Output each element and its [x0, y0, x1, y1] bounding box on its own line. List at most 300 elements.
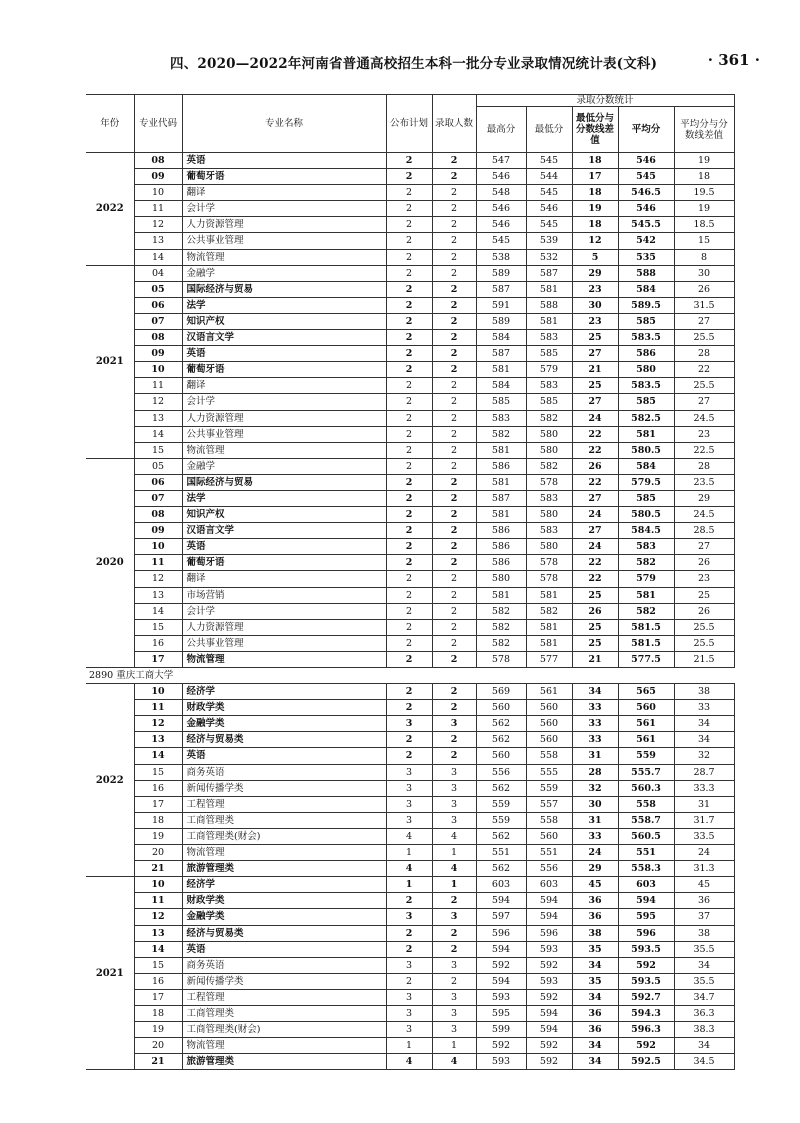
avg-diff-cell: 33.3: [674, 780, 734, 796]
code-cell: 20: [134, 1038, 182, 1054]
admitted-cell: 2: [432, 330, 476, 346]
plan-cell: 2: [386, 973, 432, 989]
admitted-cell: 2: [432, 748, 476, 764]
code-cell: 21: [134, 861, 182, 877]
min-diff-cell: 25: [572, 619, 618, 635]
admitted-cell: 2: [432, 587, 476, 603]
avg-score-cell: 584: [618, 281, 674, 297]
table-row: [86, 1005, 734, 1021]
header-min: 最低分: [526, 107, 572, 153]
max-score-cell: 562: [476, 861, 526, 877]
avg-score-cell: 585: [618, 313, 674, 329]
min-score-cell: 593: [526, 941, 572, 957]
min-diff-cell: 30: [572, 297, 618, 313]
avg-score-cell: 560.5: [618, 828, 674, 844]
min-score-cell: 583: [526, 378, 572, 394]
plan-cell: 4: [386, 861, 432, 877]
min-score-cell: 592: [526, 1038, 572, 1054]
admitted-cell: 2: [432, 635, 476, 651]
max-score-cell: 603: [476, 877, 526, 893]
max-score-cell: 581: [476, 442, 526, 458]
name-cell: 金融学类: [182, 909, 386, 925]
plan-cell: 2: [386, 587, 432, 603]
min-score-cell: 594: [526, 909, 572, 925]
code-cell: 05: [134, 281, 182, 297]
min-diff-cell: 27: [572, 394, 618, 410]
min-score-cell: 577: [526, 651, 572, 667]
plan-cell: 1: [386, 1038, 432, 1054]
avg-diff-cell: 23: [674, 426, 734, 442]
avg-diff-cell: 18: [674, 169, 734, 185]
avg-diff-cell: 34.5: [674, 1054, 734, 1070]
code-cell: 11: [134, 893, 182, 909]
name-cell: 英语: [182, 346, 386, 362]
min-score-cell: 555: [526, 764, 572, 780]
code-cell: 19: [134, 828, 182, 844]
max-score-cell: 594: [476, 973, 526, 989]
min-diff-cell: 36: [572, 1022, 618, 1038]
avg-score-cell: 546.5: [618, 185, 674, 201]
admitted-cell: 1: [432, 877, 476, 893]
avg-diff-cell: 15: [674, 233, 734, 249]
avg-diff-cell: 34: [674, 732, 734, 748]
table-row: [86, 169, 734, 185]
avg-score-cell: 595: [618, 909, 674, 925]
plan-cell: 2: [386, 925, 432, 941]
avg-diff-cell: 33: [674, 700, 734, 716]
plan-cell: 2: [386, 410, 432, 426]
avg-score-cell: 546: [618, 153, 674, 169]
max-score-cell: 582: [476, 426, 526, 442]
code-cell: 10: [134, 684, 182, 700]
code-cell: 06: [134, 474, 182, 490]
admitted-cell: 2: [432, 169, 476, 185]
admitted-cell: 1: [432, 1038, 476, 1054]
table-row: [86, 281, 734, 297]
max-score-cell: 559: [476, 796, 526, 812]
plan-cell: 3: [386, 796, 432, 812]
max-score-cell: 562: [476, 716, 526, 732]
year-cell: 2020: [86, 458, 134, 667]
min-score-cell: 545: [526, 185, 572, 201]
min-diff-cell: 33: [572, 716, 618, 732]
avg-score-cell: 551: [618, 845, 674, 861]
min-score-cell: 594: [526, 1022, 572, 1038]
code-cell: 14: [134, 748, 182, 764]
header-avg: 平均分: [618, 107, 674, 153]
avg-score-cell: 579.5: [618, 474, 674, 490]
min-score-cell: 582: [526, 458, 572, 474]
table-row: [86, 474, 734, 490]
table-row: [86, 603, 734, 619]
name-cell: 新闻传播学类: [182, 780, 386, 796]
min-diff-cell: 19: [572, 201, 618, 217]
name-cell: 翻译: [182, 378, 386, 394]
plan-cell: 3: [386, 1005, 432, 1021]
table-row: [86, 1054, 734, 1070]
plan-cell: 2: [386, 169, 432, 185]
avg-score-cell: 581.5: [618, 635, 674, 651]
admitted-cell: 1: [432, 845, 476, 861]
name-cell: 汉语言文学: [182, 523, 386, 539]
min-diff-cell: 5: [572, 249, 618, 265]
min-score-cell: 539: [526, 233, 572, 249]
plan-cell: 2: [386, 426, 432, 442]
min-score-cell: 580: [526, 426, 572, 442]
plan-cell: 2: [386, 249, 432, 265]
avg-score-cell: 558.7: [618, 812, 674, 828]
code-cell: 12: [134, 571, 182, 587]
admitted-cell: 3: [432, 989, 476, 1005]
plan-cell: 2: [386, 442, 432, 458]
max-score-cell: 583: [476, 410, 526, 426]
min-diff-cell: 22: [572, 571, 618, 587]
min-diff-cell: 18: [572, 217, 618, 233]
max-score-cell: 584: [476, 378, 526, 394]
plan-cell: 2: [386, 394, 432, 410]
avg-score-cell: 588: [618, 265, 674, 281]
min-diff-cell: 12: [572, 233, 618, 249]
code-cell: 04: [134, 265, 182, 281]
avg-diff-cell: 24: [674, 845, 734, 861]
code-cell: 08: [134, 153, 182, 169]
max-score-cell: 562: [476, 780, 526, 796]
avg-score-cell: 592.7: [618, 989, 674, 1005]
min-diff-cell: 34: [572, 957, 618, 973]
avg-score-cell: 581: [618, 587, 674, 603]
max-score-cell: 594: [476, 893, 526, 909]
avg-diff-cell: 38: [674, 684, 734, 700]
code-cell: 12: [134, 217, 182, 233]
min-diff-cell: 18: [572, 153, 618, 169]
admitted-cell: 2: [432, 684, 476, 700]
admitted-cell: 4: [432, 1054, 476, 1070]
avg-diff-cell: 34: [674, 957, 734, 973]
code-cell: 17: [134, 989, 182, 1005]
code-cell: 10: [134, 539, 182, 555]
admitted-cell: 2: [432, 700, 476, 716]
code-cell: 09: [134, 346, 182, 362]
avg-diff-cell: 22.5: [674, 442, 734, 458]
min-score-cell: 545: [526, 217, 572, 233]
name-cell: 金融学: [182, 265, 386, 281]
admitted-cell: 2: [432, 410, 476, 426]
admitted-cell: 2: [432, 507, 476, 523]
avg-score-cell: 596: [618, 925, 674, 941]
admitted-cell: 2: [432, 442, 476, 458]
admitted-cell: 2: [432, 362, 476, 378]
plan-cell: 3: [386, 764, 432, 780]
code-cell: 15: [134, 619, 182, 635]
min-score-cell: 583: [526, 523, 572, 539]
avg-score-cell: 558.3: [618, 861, 674, 877]
min-diff-cell: 34: [572, 684, 618, 700]
max-score-cell: 586: [476, 458, 526, 474]
code-cell: 15: [134, 442, 182, 458]
header-code: 专业代码: [134, 95, 182, 153]
avg-diff-cell: 31.5: [674, 297, 734, 313]
header-min-diff: 最低分与分数线差值: [572, 107, 618, 153]
avg-score-cell: 592: [618, 957, 674, 973]
name-cell: 工商管理类: [182, 812, 386, 828]
code-cell: 14: [134, 941, 182, 957]
table-row: [86, 925, 734, 941]
avg-diff-cell: 24.5: [674, 410, 734, 426]
name-cell: 金融学类: [182, 716, 386, 732]
min-score-cell: 560: [526, 828, 572, 844]
avg-diff-cell: 28.7: [674, 764, 734, 780]
avg-diff-cell: 27: [674, 539, 734, 555]
table-row: [86, 651, 734, 667]
table-row: [86, 941, 734, 957]
table-row: [86, 812, 734, 828]
table-row: [86, 185, 734, 201]
avg-score-cell: 582: [618, 603, 674, 619]
min-diff-cell: 28: [572, 764, 618, 780]
plan-cell: 2: [386, 635, 432, 651]
name-cell: 商务英语: [182, 957, 386, 973]
table-row: [86, 201, 734, 217]
name-cell: 经济学: [182, 877, 386, 893]
min-score-cell: 583: [526, 490, 572, 506]
code-cell: 08: [134, 330, 182, 346]
admitted-cell: 3: [432, 1022, 476, 1038]
min-score-cell: 594: [526, 1005, 572, 1021]
table-row: [86, 362, 734, 378]
avg-diff-cell: 25.5: [674, 330, 734, 346]
avg-diff-cell: 35.5: [674, 973, 734, 989]
code-cell: 13: [134, 587, 182, 603]
admitted-cell: 3: [432, 957, 476, 973]
table-row: [86, 957, 734, 973]
plan-cell: 2: [386, 458, 432, 474]
year-cell: 2021: [86, 877, 134, 1070]
admitted-cell: 2: [432, 474, 476, 490]
min-diff-cell: 29: [572, 861, 618, 877]
name-cell: 旅游管理类: [182, 1054, 386, 1070]
plan-cell: 2: [386, 346, 432, 362]
avg-diff-cell: 18.5: [674, 217, 734, 233]
min-diff-cell: 24: [572, 539, 618, 555]
admitted-cell: 2: [432, 941, 476, 957]
min-diff-cell: 33: [572, 700, 618, 716]
code-cell: 15: [134, 764, 182, 780]
min-diff-cell: 24: [572, 845, 618, 861]
name-cell: 公共事业管理: [182, 233, 386, 249]
code-cell: 18: [134, 812, 182, 828]
avg-diff-cell: 30: [674, 265, 734, 281]
table-row: [86, 861, 734, 877]
admitted-cell: 2: [432, 603, 476, 619]
avg-diff-cell: 8: [674, 249, 734, 265]
plan-cell: 2: [386, 539, 432, 555]
max-score-cell: 546: [476, 169, 526, 185]
table-row: [86, 587, 734, 603]
name-cell: 经济与贸易类: [182, 925, 386, 941]
header-stats-group: 录取分数统计: [476, 95, 734, 107]
min-diff-cell: 22: [572, 426, 618, 442]
name-cell: 物流管理: [182, 249, 386, 265]
max-score-cell: 560: [476, 700, 526, 716]
plan-cell: 2: [386, 281, 432, 297]
avg-diff-cell: 26: [674, 603, 734, 619]
admission-table: [86, 94, 735, 1070]
plan-cell: 2: [386, 651, 432, 667]
max-score-cell: 582: [476, 635, 526, 651]
avg-diff-cell: 19.5: [674, 185, 734, 201]
avg-score-cell: 546: [618, 201, 674, 217]
table-row: [86, 877, 734, 893]
plan-cell: 1: [386, 845, 432, 861]
year-cell: 2021: [86, 265, 134, 458]
min-score-cell: 581: [526, 619, 572, 635]
avg-score-cell: 583.5: [618, 378, 674, 394]
table-row: [86, 780, 734, 796]
min-diff-cell: 25: [572, 378, 618, 394]
admitted-cell: 2: [432, 925, 476, 941]
admitted-cell: 2: [432, 313, 476, 329]
name-cell: 工程管理: [182, 796, 386, 812]
name-cell: 人力资源管理: [182, 217, 386, 233]
max-score-cell: 559: [476, 812, 526, 828]
avg-score-cell: 582.5: [618, 410, 674, 426]
max-score-cell: 581: [476, 474, 526, 490]
header-max: 最高分: [476, 107, 526, 153]
avg-score-cell: 594: [618, 893, 674, 909]
avg-diff-cell: 35.5: [674, 941, 734, 957]
min-diff-cell: 26: [572, 603, 618, 619]
min-score-cell: 551: [526, 845, 572, 861]
name-cell: 葡萄牙语: [182, 555, 386, 571]
table-row: [86, 297, 734, 313]
table-row: [86, 217, 734, 233]
max-score-cell: 589: [476, 265, 526, 281]
table-row: [86, 330, 734, 346]
avg-score-cell: 558: [618, 796, 674, 812]
page-number: · 361 ·: [707, 51, 760, 69]
avg-diff-cell: 27: [674, 394, 734, 410]
plan-cell: 2: [386, 619, 432, 635]
min-diff-cell: 26: [572, 458, 618, 474]
code-cell: 08: [134, 507, 182, 523]
table-row: [86, 716, 734, 732]
min-score-cell: 532: [526, 249, 572, 265]
plan-cell: 2: [386, 732, 432, 748]
table-row: [86, 845, 734, 861]
min-score-cell: 557: [526, 796, 572, 812]
avg-diff-cell: 32: [674, 748, 734, 764]
avg-score-cell: 580.5: [618, 442, 674, 458]
min-score-cell: 580: [526, 442, 572, 458]
min-diff-cell: 23: [572, 281, 618, 297]
min-score-cell: 596: [526, 925, 572, 941]
table-row: [86, 490, 734, 506]
name-cell: 葡萄牙语: [182, 169, 386, 185]
avg-diff-cell: 23: [674, 571, 734, 587]
min-score-cell: 594: [526, 893, 572, 909]
table-row: [86, 684, 734, 700]
avg-diff-cell: 31.3: [674, 861, 734, 877]
avg-score-cell: 589.5: [618, 297, 674, 313]
code-cell: 16: [134, 780, 182, 796]
max-score-cell: 547: [476, 153, 526, 169]
plan-cell: 2: [386, 684, 432, 700]
admitted-cell: 2: [432, 893, 476, 909]
min-diff-cell: 21: [572, 651, 618, 667]
name-cell: 英语: [182, 748, 386, 764]
admitted-cell: 2: [432, 539, 476, 555]
min-diff-cell: 24: [572, 507, 618, 523]
name-cell: 经济与贸易类: [182, 732, 386, 748]
max-score-cell: 562: [476, 732, 526, 748]
avg-score-cell: 580.5: [618, 507, 674, 523]
avg-score-cell: 560: [618, 700, 674, 716]
max-score-cell: 546: [476, 217, 526, 233]
min-diff-cell: 25: [572, 587, 618, 603]
avg-score-cell: 603: [618, 877, 674, 893]
min-score-cell: 592: [526, 1054, 572, 1070]
plan-cell: 3: [386, 780, 432, 796]
avg-score-cell: 592.5: [618, 1054, 674, 1070]
header-admitted: 录取人数: [432, 95, 476, 153]
min-diff-cell: 36: [572, 1005, 618, 1021]
min-diff-cell: 22: [572, 474, 618, 490]
avg-score-cell: 592: [618, 1038, 674, 1054]
min-diff-cell: 31: [572, 812, 618, 828]
avg-score-cell: 555.7: [618, 764, 674, 780]
max-score-cell: 593: [476, 1054, 526, 1070]
min-score-cell: 603: [526, 877, 572, 893]
plan-cell: 2: [386, 185, 432, 201]
max-score-cell: 592: [476, 957, 526, 973]
code-cell: 21: [134, 1054, 182, 1070]
max-score-cell: 556: [476, 764, 526, 780]
plan-cell: 3: [386, 909, 432, 925]
min-score-cell: 582: [526, 603, 572, 619]
header-name: 专业名称: [182, 95, 386, 153]
max-score-cell: 581: [476, 362, 526, 378]
max-score-cell: 593: [476, 989, 526, 1005]
name-cell: 法学: [182, 490, 386, 506]
avg-score-cell: 583: [618, 539, 674, 555]
table-row: [86, 378, 734, 394]
table-row: [86, 523, 734, 539]
plan-cell: 2: [386, 555, 432, 571]
avg-score-cell: 542: [618, 233, 674, 249]
avg-diff-cell: 36.3: [674, 1005, 734, 1021]
plan-cell: 3: [386, 989, 432, 1005]
code-cell: 13: [134, 410, 182, 426]
admitted-cell: 2: [432, 973, 476, 989]
table-row: [86, 313, 734, 329]
header-plan: 公布计划: [386, 95, 432, 153]
avg-diff-cell: 28: [674, 346, 734, 362]
admitted-cell: 3: [432, 1005, 476, 1021]
max-score-cell: 586: [476, 523, 526, 539]
code-cell: 17: [134, 796, 182, 812]
avg-score-cell: 585: [618, 490, 674, 506]
code-cell: 12: [134, 394, 182, 410]
min-diff-cell: 22: [572, 555, 618, 571]
name-cell: 知识产权: [182, 507, 386, 523]
min-diff-cell: 22: [572, 442, 618, 458]
min-score-cell: 560: [526, 716, 572, 732]
code-cell: 13: [134, 732, 182, 748]
avg-score-cell: 596.3: [618, 1022, 674, 1038]
max-score-cell: 545: [476, 233, 526, 249]
name-cell: 工程管理: [182, 989, 386, 1005]
avg-diff-cell: 21.5: [674, 651, 734, 667]
